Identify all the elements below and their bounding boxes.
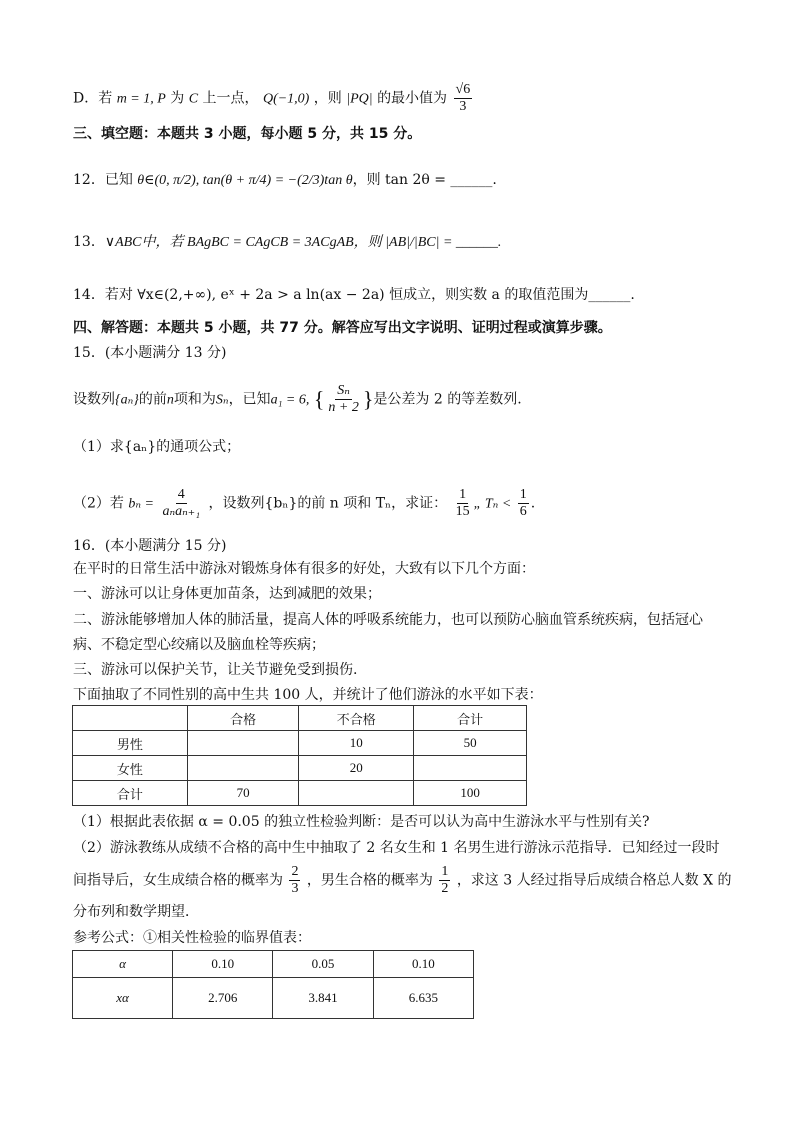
q11-d-text2: 上一点， (202, 90, 259, 107)
q13-formula: ∨ABC中，若 BAgBC = CAgCB = 3ACgAB，则 |AB|/|BC| = ______. (104, 235, 502, 250)
q12-formula: θ∈(0, π/2), tan(θ + π/4) = −(2/3)tan θ (137, 173, 353, 188)
q16-p1: 在平时的日常生活中游泳对锻炼身体有很多的好处，大致有以下几个方面： (73, 561, 535, 577)
q15-part2-frac-low: $\frac{1}{15}$ (455, 487, 470, 519)
table-header-row: 合格 不合格 合计 (73, 706, 527, 731)
q16-data-table (72, 705, 527, 806)
q15-stem-fraction: $\frac{\text{Sₙ}}{n + 2}$ (328, 383, 359, 415)
table-row: 男性 10 50 (73, 731, 527, 756)
q16-crit-table (72, 950, 474, 1019)
q16-p3: 二、游泳能够增加人体的肺活量，提高人体的呼吸系统能力，也可以预防心脑血管系统疾病，包括冠心 (73, 612, 703, 628)
q16-p4: 病、不稳定型心绞痛以及脑血栓等疾病； (73, 637, 325, 653)
q16-frac-girl: $\frac{2}{3}$ (291, 864, 299, 896)
q15-stem: 设数列{aₙ}的前n项和为Sₙ，已知a₁ = 6, { $\frac{\text{Sₙ}}{n + 2}$ }是公差为 2 的等差数列. (73, 383, 522, 415)
section4-title: 四、解答题：本题共 5 小题，共 77 分。解答应写出文字说明、证明过程或演算步骤。 (73, 320, 612, 336)
table-row: xα 2.706 3.841 6.635 (73, 978, 474, 1019)
q11-d-text3: ，则 (313, 90, 342, 107)
q15-part1: （1）求{aₙ}的通项公式； (73, 439, 241, 455)
q11-d-q: Q(−1,0) (262, 91, 310, 107)
q16-part1: （1）根据此表依据 α = 0.05 的独立性检验判断：是否可以认为高中生游泳水平与性别有关? (73, 814, 650, 830)
q13: 13．∨ABC中，若 BAgBC = CAgCB = 3ACgAB，则 |AB|/|BC| = ______. (73, 234, 502, 250)
q15-part2-frac-b: $\frac{4}{\text{aₙaₙ₊₁}}$ (162, 487, 201, 519)
q14: 14．若对 ∀x∈(2,+∞), eˣ + 2a > a ln(ax − 2a) 恒成立，则实数 a 的取值范围为______. (73, 287, 635, 303)
q11-d-c: C (188, 91, 199, 107)
q16-part2-line3: 分布列和数学期望． (73, 904, 199, 920)
q16-part2-line1: （2）游泳教练从成绩不合格的高中生中抽取了 2 名女生和 1 名男生进行游泳示范指导．已知经过一段时 (73, 840, 720, 856)
section3-title: 三、填空题：本题共 3 小题，每小题 5 分，共 15 分。 (73, 126, 422, 142)
q16-header: 16．(本小题满分 15 分) (73, 538, 227, 554)
q16-p2: 一、游泳可以让身体更加苗条，达到减肥的效果； (73, 586, 381, 602)
table-row: 女性 20 (73, 756, 527, 781)
q15-part2: （2）若 bₙ = $\frac{4}{\text{aₙaₙ₊₁}}$ ，设数列{bₙ}的前 n 项和 Tₙ，求证： $\frac{1}{15}$ „ Tₙ < $\frac{1}{6}$ . (73, 487, 536, 519)
q11-d-text4: 的最小值为 (377, 90, 448, 107)
q16-ref: 参考公式：①相关性检验的临界值表： (73, 930, 311, 946)
q11-d-math1: m = 1, P (116, 91, 166, 107)
q11-d-text1: 为 (170, 90, 185, 107)
q15-part2-frac-high: $\frac{1}{6}$ (519, 487, 527, 519)
q16-p6: 下面抽取了不同性别的高中生共 100 人，并统计了他们游泳的水平如下表： (73, 687, 543, 703)
q16-part2-line2: 间指导后，女生成绩合格的概率为 $\frac{2}{3}$ ，男生合格的概率为 $\frac{1}{2}$ ，求这 3 人经过指导后成绩合格总人数 X 的 (73, 864, 732, 896)
table-row: 合计 70 100 (73, 781, 527, 806)
q16-frac-boy: $\frac{1}{2}$ (441, 864, 449, 896)
table-row: α 0.10 0.05 0.10 (73, 951, 474, 978)
q11-option-d (73, 82, 474, 115)
q12: 12．已知 θ∈(0, π/2), tan(θ + π/4) = −(2/3)tan θ，则 tan 2θ = ______. (73, 172, 497, 188)
q11-d-fraction: $\frac{√6}{3}$ (455, 82, 471, 114)
q11-d-pq: |PQ| (346, 91, 373, 107)
q11-d-prefix: D．若 (73, 90, 113, 107)
q16-p5: 三、游泳可以保护关节，让关节避免受到损伤. (73, 662, 358, 678)
q15-header: 15．(本小题满分 13 分) (73, 345, 227, 361)
